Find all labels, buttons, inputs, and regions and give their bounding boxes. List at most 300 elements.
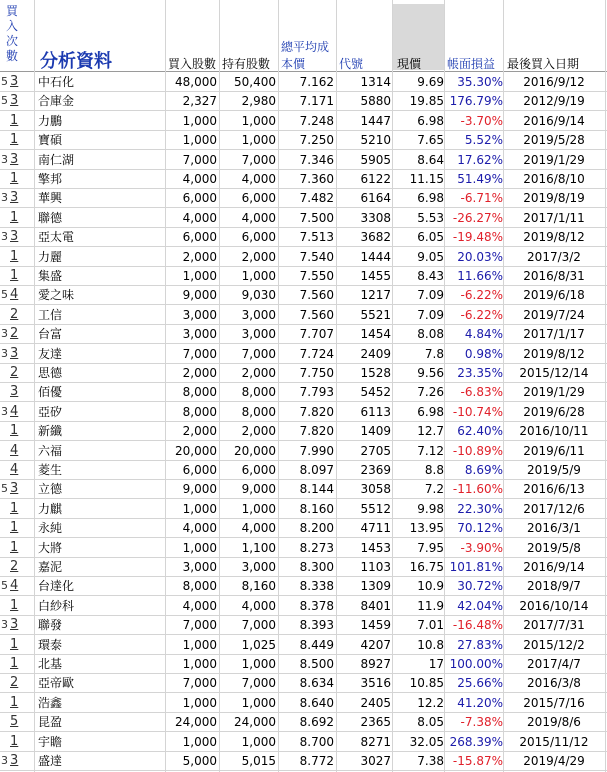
stock-name-cell[interactable]: 擎邦 xyxy=(38,172,63,186)
buy-shares-cell[interactable]: 3,000 xyxy=(182,307,217,322)
avg-cost-cell[interactable]: 8.144 xyxy=(299,482,334,497)
stock-name-cell[interactable]: 佰優 xyxy=(38,385,63,400)
book-pl-cell[interactable]: -6.22% xyxy=(460,288,503,303)
last-buy-date-cell[interactable]: 2019/8/19 xyxy=(523,191,585,206)
table-row[interactable] xyxy=(0,111,607,131)
hold-shares-cell[interactable]: 4,000 xyxy=(241,598,276,613)
purchase-count-cell[interactable]: 3 xyxy=(10,151,19,167)
avg-cost-cell[interactable]: 8.338 xyxy=(299,579,334,594)
purchase-count-cell[interactable]: 2 xyxy=(10,365,19,380)
purchase-count-cell[interactable]: 1 xyxy=(10,520,19,536)
price-cell[interactable]: 8.05 xyxy=(417,715,444,730)
stock-code-cell[interactable]: 1103 xyxy=(360,560,391,574)
stock-code-cell[interactable]: 6164 xyxy=(360,191,391,206)
last-buy-date-cell[interactable]: 2017/1/11 xyxy=(523,210,585,225)
avg-cost-cell[interactable]: 8.200 xyxy=(299,521,334,536)
last-buy-date-cell[interactable]: 2019/6/18 xyxy=(523,288,585,303)
stock-name-cell[interactable]: 台富 xyxy=(38,327,63,342)
purchase-count-cell[interactable]: 3 xyxy=(10,93,19,109)
avg-cost-cell[interactable]: 7.250 xyxy=(299,133,334,148)
hold-shares-cell[interactable]: 2,980 xyxy=(241,94,276,109)
buy-shares-header[interactable]: 買入股數 xyxy=(168,57,217,71)
stock-code-cell[interactable]: 4711 xyxy=(360,521,391,536)
purchase-count-cell[interactable]: 1 xyxy=(10,597,19,613)
avg-cost-cell[interactable]: 7.248 xyxy=(299,113,334,128)
stock-code-cell[interactable]: 1309 xyxy=(360,579,391,594)
buy-shares-cell[interactable]: 1,000 xyxy=(182,695,217,710)
stock-name-cell[interactable]: 聯發 xyxy=(38,618,63,633)
purchase-count-cell[interactable]: 1 xyxy=(10,539,19,555)
last-buy-date-cell[interactable]: 2019/8/12 xyxy=(523,346,585,361)
price-cell[interactable]: 7.26 xyxy=(417,385,444,400)
hold-shares-cell[interactable]: 20,000 xyxy=(234,443,276,458)
book-pl-cell[interactable]: -19.48% xyxy=(452,230,503,245)
book-pl-cell[interactable]: 42.04% xyxy=(457,598,503,613)
purchase-count-cell[interactable]: 5 xyxy=(10,714,19,730)
table-row[interactable] xyxy=(0,227,607,247)
price-cell[interactable]: 6.98 xyxy=(417,191,444,206)
stock-name-cell[interactable]: 合庫金 xyxy=(38,94,75,109)
purchase-count-cell[interactable]: 2 xyxy=(10,559,19,574)
buy-shares-cell[interactable]: 7,000 xyxy=(182,618,217,633)
buy-shares-cell[interactable]: 4,000 xyxy=(182,598,217,613)
purchase-count-cell[interactable]: 1 xyxy=(10,636,19,652)
avg-cost-cell[interactable]: 7.513 xyxy=(299,230,334,245)
book-pl-cell[interactable]: 35.30% xyxy=(457,75,503,89)
avg-cost-header-line2[interactable]: 本價 xyxy=(281,57,306,71)
table-row[interactable] xyxy=(0,441,607,461)
last-buy-date-cell[interactable]: 2019/5/8 xyxy=(527,540,581,555)
stock-name-cell[interactable]: 盛達 xyxy=(38,754,63,768)
stock-name-cell[interactable]: 菱生 xyxy=(38,463,63,477)
stock-name-cell[interactable]: 集盛 xyxy=(38,269,63,283)
buy-shares-cell[interactable]: 6,000 xyxy=(182,230,217,245)
last-buy-date-header[interactable]: 最後買入日期 xyxy=(507,57,580,71)
avg-cost-cell[interactable]: 8.692 xyxy=(299,715,334,730)
stock-name-cell[interactable]: 思德 xyxy=(38,366,63,380)
purchase-count-cell[interactable]: 4 xyxy=(10,578,19,594)
price-cell[interactable]: 6.05 xyxy=(417,230,444,245)
table-row[interactable] xyxy=(0,576,607,596)
buy-shares-cell[interactable]: 8,000 xyxy=(182,385,217,400)
hold-shares-cell[interactable]: 6,000 xyxy=(241,230,276,245)
stock-code-cell[interactable]: 5452 xyxy=(360,385,391,400)
hold-shares-cell[interactable]: 6,000 xyxy=(241,191,276,206)
last-buy-date-cell[interactable]: 2019/6/28 xyxy=(523,404,585,419)
stock-name-cell[interactable]: 亞太電 xyxy=(38,230,75,245)
avg-cost-cell[interactable]: 7.500 xyxy=(299,210,334,225)
buy-shares-cell[interactable]: 1,000 xyxy=(182,637,217,652)
hold-shares-cell[interactable]: 7,000 xyxy=(241,676,276,691)
hold-shares-cell[interactable]: 9,030 xyxy=(241,288,276,303)
stock-code-cell[interactable]: 5512 xyxy=(360,501,391,516)
stock-code-cell[interactable]: 8927 xyxy=(360,657,391,671)
last-buy-date-cell[interactable]: 2016/3/8 xyxy=(527,676,581,691)
book-pl-cell[interactable]: -3.70% xyxy=(460,113,503,128)
last-buy-date-cell[interactable]: 2018/9/7 xyxy=(527,579,581,594)
buy-shares-cell[interactable]: 4,000 xyxy=(182,172,217,186)
table-row[interactable] xyxy=(0,285,607,305)
hold-shares-cell[interactable]: 4,000 xyxy=(241,172,276,186)
purchase-count-cell[interactable]: 3 xyxy=(10,345,19,361)
buy-shares-cell[interactable]: 7,000 xyxy=(182,152,217,167)
avg-cost-cell[interactable]: 8.772 xyxy=(299,754,334,768)
avg-cost-cell[interactable]: 7.820 xyxy=(299,404,334,419)
table-row[interactable] xyxy=(0,305,607,325)
avg-cost-cell[interactable]: 8.640 xyxy=(299,695,334,710)
purchase-count-cell[interactable]: 1 xyxy=(10,132,19,148)
purchase-count-cell[interactable]: 4 xyxy=(10,442,19,458)
table-row[interactable] xyxy=(0,693,607,713)
stock-code-cell[interactable]: 1454 xyxy=(360,327,391,342)
stock-name-cell[interactable]: 環泰 xyxy=(38,637,63,652)
last-buy-date-cell[interactable]: 2016/8/10 xyxy=(523,172,585,186)
purchase-count-cell[interactable]: 2 xyxy=(10,306,19,322)
book-pl-cell[interactable]: -11.60% xyxy=(452,482,503,497)
book-pl-cell[interactable]: -7.38% xyxy=(460,715,503,730)
hold-shares-cell[interactable]: 8,000 xyxy=(241,404,276,419)
purchase-count-cell[interactable]: 3 xyxy=(10,481,19,497)
count-header[interactable] xyxy=(4,4,20,64)
avg-cost-header-line1[interactable]: 總平均成 xyxy=(281,40,330,54)
purchase-count-cell[interactable]: 4 xyxy=(10,287,19,303)
buy-shares-cell[interactable]: 4,000 xyxy=(182,210,217,225)
avg-cost-cell[interactable]: 8.097 xyxy=(299,463,334,477)
stock-code-cell[interactable]: 3682 xyxy=(360,230,391,245)
table-row[interactable] xyxy=(0,382,607,402)
book-pl-header[interactable]: 帳面損益 xyxy=(447,57,496,71)
book-pl-cell[interactable]: 17.62% xyxy=(457,152,503,167)
table-row[interactable] xyxy=(0,150,607,170)
last-buy-date-cell[interactable]: 2019/5/9 xyxy=(527,463,581,477)
stock-code-cell[interactable]: 1453 xyxy=(360,540,391,555)
last-buy-date-cell[interactable]: 2016/10/11 xyxy=(519,424,589,439)
last-buy-date-cell[interactable]: 2016/10/14 xyxy=(519,598,589,613)
purchase-count-cell[interactable]: 3 xyxy=(10,617,19,633)
price-cell[interactable]: 9.56 xyxy=(417,366,444,380)
stock-name-cell[interactable]: 聯德 xyxy=(38,210,63,225)
table-row[interactable] xyxy=(0,266,607,286)
buy-shares-cell[interactable]: 24,000 xyxy=(175,715,217,730)
stock-code-cell[interactable]: 1459 xyxy=(360,618,391,633)
price-cell[interactable]: 7.95 xyxy=(417,540,444,555)
book-pl-cell[interactable]: 41.20% xyxy=(457,695,503,710)
book-pl-cell[interactable]: 62.40% xyxy=(457,424,503,439)
stock-name-cell[interactable]: 嘉泥 xyxy=(38,560,63,574)
purchase-count-cell[interactable]: 2 xyxy=(10,326,19,342)
table-row[interactable] xyxy=(0,479,607,499)
hold-shares-cell[interactable]: 2,000 xyxy=(241,424,276,439)
book-pl-cell[interactable]: -6.22% xyxy=(460,307,503,322)
purchase-count-cell[interactable]: 1 xyxy=(10,656,19,671)
hold-shares-cell[interactable]: 1,000 xyxy=(241,695,276,710)
table-row[interactable] xyxy=(0,91,607,111)
stock-code-cell[interactable]: 3516 xyxy=(360,676,391,691)
last-buy-date-cell[interactable]: 2015/7/16 xyxy=(523,695,585,710)
table-row[interactable] xyxy=(0,324,607,344)
avg-cost-cell[interactable]: 7.171 xyxy=(299,94,334,109)
stock-code-cell[interactable]: 3308 xyxy=(360,210,391,225)
last-buy-date-cell[interactable]: 2015/12/2 xyxy=(523,637,585,652)
table-row[interactable] xyxy=(0,130,607,150)
buy-shares-cell[interactable]: 2,000 xyxy=(182,249,217,264)
hold-shares-cell[interactable]: 6,000 xyxy=(241,463,276,477)
avg-cost-cell[interactable]: 8.700 xyxy=(299,734,334,749)
last-buy-date-cell[interactable]: 2019/1/29 xyxy=(523,385,585,400)
stock-name-cell[interactable]: 友達 xyxy=(38,346,63,361)
price-cell[interactable]: 19.85 xyxy=(409,94,444,109)
table-row[interactable] xyxy=(0,421,607,441)
stock-code-cell[interactable]: 2369 xyxy=(360,463,391,477)
avg-cost-cell[interactable]: 7.990 xyxy=(299,443,334,458)
avg-cost-cell[interactable]: 7.162 xyxy=(299,75,334,89)
buy-shares-cell[interactable]: 1,000 xyxy=(182,501,217,516)
book-pl-cell[interactable]: 23.35% xyxy=(457,366,503,380)
last-buy-date-cell[interactable]: 2016/3/1 xyxy=(527,521,581,536)
table-row[interactable] xyxy=(0,596,607,616)
price-cell[interactable]: 7.8 xyxy=(424,346,444,361)
stock-name-cell[interactable]: 亞矽 xyxy=(38,404,63,419)
last-buy-date-cell[interactable]: 2012/9/19 xyxy=(523,94,585,109)
last-buy-date-cell[interactable]: 2016/9/12 xyxy=(523,75,585,89)
hold-shares-cell[interactable]: 7,000 xyxy=(241,618,276,633)
book-pl-cell[interactable]: 11.66% xyxy=(457,269,503,283)
hold-shares-cell[interactable]: 1,000 xyxy=(241,734,276,749)
hold-shares-cell[interactable]: 3,000 xyxy=(241,327,276,342)
price-cell[interactable]: 6.98 xyxy=(417,404,444,419)
buy-shares-cell[interactable]: 5,000 xyxy=(182,754,217,768)
stock-name-cell[interactable]: 力麒 xyxy=(38,501,63,516)
price-cell[interactable]: 10.85 xyxy=(409,676,444,691)
purchase-count-cell[interactable]: 1 xyxy=(10,268,19,283)
hold-shares-cell[interactable]: 1,000 xyxy=(241,269,276,283)
buy-shares-cell[interactable]: 1,000 xyxy=(182,734,217,749)
purchase-count-cell[interactable]: 3 xyxy=(10,229,19,245)
avg-cost-cell[interactable]: 7.820 xyxy=(299,424,334,439)
price-cell[interactable]: 13.95 xyxy=(409,521,444,536)
avg-cost-cell[interactable]: 8.160 xyxy=(299,501,334,516)
buy-shares-cell[interactable]: 7,000 xyxy=(182,676,217,691)
price-cell[interactable]: 12.7 xyxy=(417,424,444,439)
stock-code-cell[interactable]: 1409 xyxy=(360,424,391,439)
hold-shares-cell[interactable]: 2,000 xyxy=(241,249,276,264)
avg-cost-cell[interactable]: 7.724 xyxy=(299,346,334,361)
buy-shares-cell[interactable]: 7,000 xyxy=(182,346,217,361)
table-row[interactable] xyxy=(0,188,607,208)
avg-cost-cell[interactable]: 7.560 xyxy=(299,288,334,303)
price-cell[interactable]: 6.98 xyxy=(417,113,444,128)
avg-cost-cell[interactable]: 8.273 xyxy=(299,540,334,555)
book-pl-cell[interactable]: 70.12% xyxy=(457,521,503,536)
price-cell[interactable]: 8.64 xyxy=(417,152,444,167)
stock-name-cell[interactable]: 宇瞻 xyxy=(38,734,63,749)
price-cell[interactable]: 7.65 xyxy=(417,133,444,148)
table-row[interactable] xyxy=(0,751,607,771)
last-buy-date-cell[interactable]: 2017/1/17 xyxy=(523,327,585,342)
stock-code-cell[interactable]: 2405 xyxy=(360,695,391,710)
table-row[interactable] xyxy=(0,557,607,577)
stock-name-cell[interactable]: 白紗科 xyxy=(38,598,75,613)
price-cell[interactable]: 32.05 xyxy=(409,734,444,749)
buy-shares-cell[interactable]: 48,000 xyxy=(175,75,217,89)
book-pl-cell[interactable]: 20.03% xyxy=(457,249,503,264)
buy-shares-cell[interactable]: 2,000 xyxy=(182,366,217,380)
last-buy-date-cell[interactable]: 2015/11/12 xyxy=(519,734,589,749)
avg-cost-cell[interactable]: 7.793 xyxy=(299,385,334,400)
book-pl-cell[interactable]: -6.83% xyxy=(460,385,503,400)
buy-shares-cell[interactable]: 1,000 xyxy=(182,540,217,555)
table-row[interactable] xyxy=(0,518,607,538)
hold-shares-cell[interactable]: 1,025 xyxy=(241,637,276,652)
stock-code-cell[interactable]: 6113 xyxy=(360,404,391,419)
stock-code-cell[interactable]: 1314 xyxy=(360,75,391,89)
table-row[interactable] xyxy=(0,344,607,364)
avg-cost-cell[interactable]: 8.634 xyxy=(299,676,334,691)
buy-shares-cell[interactable]: 3,000 xyxy=(182,560,217,574)
buy-shares-cell[interactable]: 1,000 xyxy=(182,133,217,148)
stock-code-cell[interactable]: 1444 xyxy=(360,249,391,264)
book-pl-cell[interactable]: -6.71% xyxy=(460,191,503,206)
last-buy-date-cell[interactable]: 2019/4/29 xyxy=(523,754,585,768)
stock-code-cell[interactable]: 2365 xyxy=(360,715,391,730)
stock-name-cell[interactable]: 新纖 xyxy=(38,424,63,439)
last-buy-date-cell[interactable]: 2019/5/28 xyxy=(523,133,585,148)
purchase-count-cell[interactable]: 2 xyxy=(10,675,19,691)
book-pl-cell[interactable]: 0.98% xyxy=(464,346,503,361)
avg-cost-cell[interactable]: 7.550 xyxy=(299,269,334,283)
book-pl-cell[interactable]: -16.48% xyxy=(452,618,503,633)
stock-name-cell[interactable]: 工信 xyxy=(38,307,63,322)
buy-shares-cell[interactable]: 2,327 xyxy=(182,94,217,109)
price-cell[interactable]: 7.12 xyxy=(417,443,444,458)
last-buy-date-cell[interactable]: 2019/6/11 xyxy=(523,443,585,458)
stock-name-cell[interactable]: 大將 xyxy=(38,540,63,555)
hold-shares-cell[interactable]: 8,000 xyxy=(241,385,276,400)
book-pl-cell[interactable]: 8.69% xyxy=(464,463,503,477)
purchase-count-cell[interactable]: 3 xyxy=(10,753,19,768)
hold-shares-cell[interactable]: 50,400 xyxy=(234,75,276,89)
price-cell[interactable]: 11.15 xyxy=(409,172,444,186)
last-buy-date-cell[interactable]: 2015/12/14 xyxy=(519,366,589,380)
avg-cost-cell[interactable]: 8.449 xyxy=(299,637,334,652)
stock-code-cell[interactable]: 5521 xyxy=(360,307,391,322)
hold-shares-cell[interactable]: 7,000 xyxy=(241,346,276,361)
buy-shares-cell[interactable]: 8,000 xyxy=(182,579,217,594)
stock-name-cell[interactable]: 華興 xyxy=(38,191,63,206)
purchase-count-cell[interactable]: 3 xyxy=(10,384,19,400)
price-cell[interactable]: 7.09 xyxy=(417,307,444,322)
book-pl-cell[interactable]: 51.49% xyxy=(457,172,503,186)
hold-shares-cell[interactable]: 2,000 xyxy=(241,366,276,380)
avg-cost-cell[interactable]: 7.707 xyxy=(299,327,334,342)
stock-code-cell[interactable]: 5210 xyxy=(360,133,391,148)
last-buy-date-cell[interactable]: 2017/3/2 xyxy=(527,249,581,264)
stock-name-cell[interactable]: 愛之味 xyxy=(38,288,75,303)
last-buy-date-cell[interactable]: 2016/6/13 xyxy=(523,482,585,497)
stock-code-cell[interactable]: 2409 xyxy=(360,346,391,361)
book-pl-cell[interactable]: 101.81% xyxy=(449,560,503,574)
stock-name-cell[interactable]: 浩鑫 xyxy=(38,695,63,710)
hold-shares-cell[interactable]: 1,000 xyxy=(241,113,276,128)
purchase-count-cell[interactable]: 3 xyxy=(10,190,19,206)
stock-name-cell[interactable]: 昆盈 xyxy=(38,715,63,730)
hold-shares-cell[interactable]: 3,000 xyxy=(241,307,276,322)
stock-name-cell[interactable]: 北基 xyxy=(38,657,63,671)
stock-name-cell[interactable]: 亞帝歐 xyxy=(38,676,75,691)
buy-shares-cell[interactable]: 3,000 xyxy=(182,327,217,342)
last-buy-date-cell[interactable]: 2017/7/31 xyxy=(523,618,585,633)
stock-name-cell[interactable]: 力麗 xyxy=(38,249,63,264)
stock-name-cell[interactable]: 力鵬 xyxy=(38,113,63,128)
purchase-count-cell[interactable]: 1 xyxy=(10,248,19,264)
price-header[interactable]: 現價 xyxy=(397,57,422,71)
hold-shares-cell[interactable]: 1,000 xyxy=(241,657,276,671)
stock-name-cell[interactable]: 中石化 xyxy=(38,75,75,89)
buy-shares-cell[interactable]: 1,000 xyxy=(182,113,217,128)
price-cell[interactable]: 5.53 xyxy=(417,210,444,225)
book-pl-cell[interactable]: 4.84% xyxy=(464,327,503,342)
book-pl-cell[interactable]: -10.89% xyxy=(452,443,503,458)
buy-shares-cell[interactable]: 1,000 xyxy=(182,657,217,671)
book-pl-cell[interactable]: -26.27% xyxy=(452,210,503,225)
price-cell[interactable]: 7.09 xyxy=(417,288,444,303)
stock-code-cell[interactable]: 1447 xyxy=(360,113,391,128)
hold-shares-cell[interactable]: 9,000 xyxy=(241,482,276,497)
buy-shares-cell[interactable]: 2,000 xyxy=(182,424,217,439)
book-pl-cell[interactable]: 100.00% xyxy=(449,657,503,671)
book-pl-cell[interactable]: 30.72% xyxy=(457,579,503,594)
avg-cost-cell[interactable]: 7.540 xyxy=(299,249,334,264)
purchase-count-cell[interactable]: 1 xyxy=(10,209,19,225)
price-cell[interactable]: 9.98 xyxy=(417,501,444,516)
stock-code-cell[interactable]: 2705 xyxy=(360,443,391,458)
buy-shares-cell[interactable]: 9,000 xyxy=(182,482,217,497)
table-row[interactable] xyxy=(0,538,607,558)
purchase-count-cell[interactable]: 4 xyxy=(10,403,19,419)
purchase-count-cell[interactable]: 1 xyxy=(10,733,19,749)
hold-shares-cell[interactable]: 5,015 xyxy=(241,754,276,768)
purchase-count-cell[interactable]: 1 xyxy=(10,112,19,128)
book-pl-cell[interactable]: 176.79% xyxy=(449,94,503,109)
table-row[interactable] xyxy=(0,169,607,189)
stock-name-cell[interactable]: 永純 xyxy=(38,521,63,536)
price-cell[interactable]: 8.43 xyxy=(417,269,444,283)
book-pl-cell[interactable]: -15.87% xyxy=(452,754,503,768)
stock-code-cell[interactable]: 8401 xyxy=(360,598,391,613)
hold-shares-cell[interactable]: 3,000 xyxy=(241,560,276,574)
buy-shares-cell[interactable]: 8,000 xyxy=(182,404,217,419)
table-row[interactable] xyxy=(0,208,607,228)
book-pl-cell[interactable]: 22.30% xyxy=(457,501,503,516)
purchase-count-cell[interactable]: 4 xyxy=(10,462,19,477)
table-row[interactable] xyxy=(0,635,607,655)
avg-cost-cell[interactable]: 7.346 xyxy=(299,152,334,167)
price-cell[interactable]: 7.2 xyxy=(424,482,444,497)
avg-cost-cell[interactable]: 7.360 xyxy=(299,172,334,186)
stock-code-cell[interactable]: 5880 xyxy=(360,94,391,109)
table-row[interactable] xyxy=(0,732,607,752)
stock-code-cell[interactable]: 1217 xyxy=(360,288,391,303)
table-row[interactable] xyxy=(0,654,607,674)
price-cell[interactable]: 9.69 xyxy=(417,75,444,89)
table-row[interactable] xyxy=(0,673,607,693)
hold-shares-cell[interactable]: 4,000 xyxy=(241,210,276,225)
book-pl-cell[interactable]: -10.74% xyxy=(452,404,503,419)
stock-code-cell[interactable]: 3058 xyxy=(360,482,391,497)
avg-cost-cell[interactable]: 8.393 xyxy=(299,618,334,633)
sheet-title[interactable]: 分析資料 xyxy=(40,51,112,72)
hold-shares-cell[interactable]: 24,000 xyxy=(234,715,276,730)
